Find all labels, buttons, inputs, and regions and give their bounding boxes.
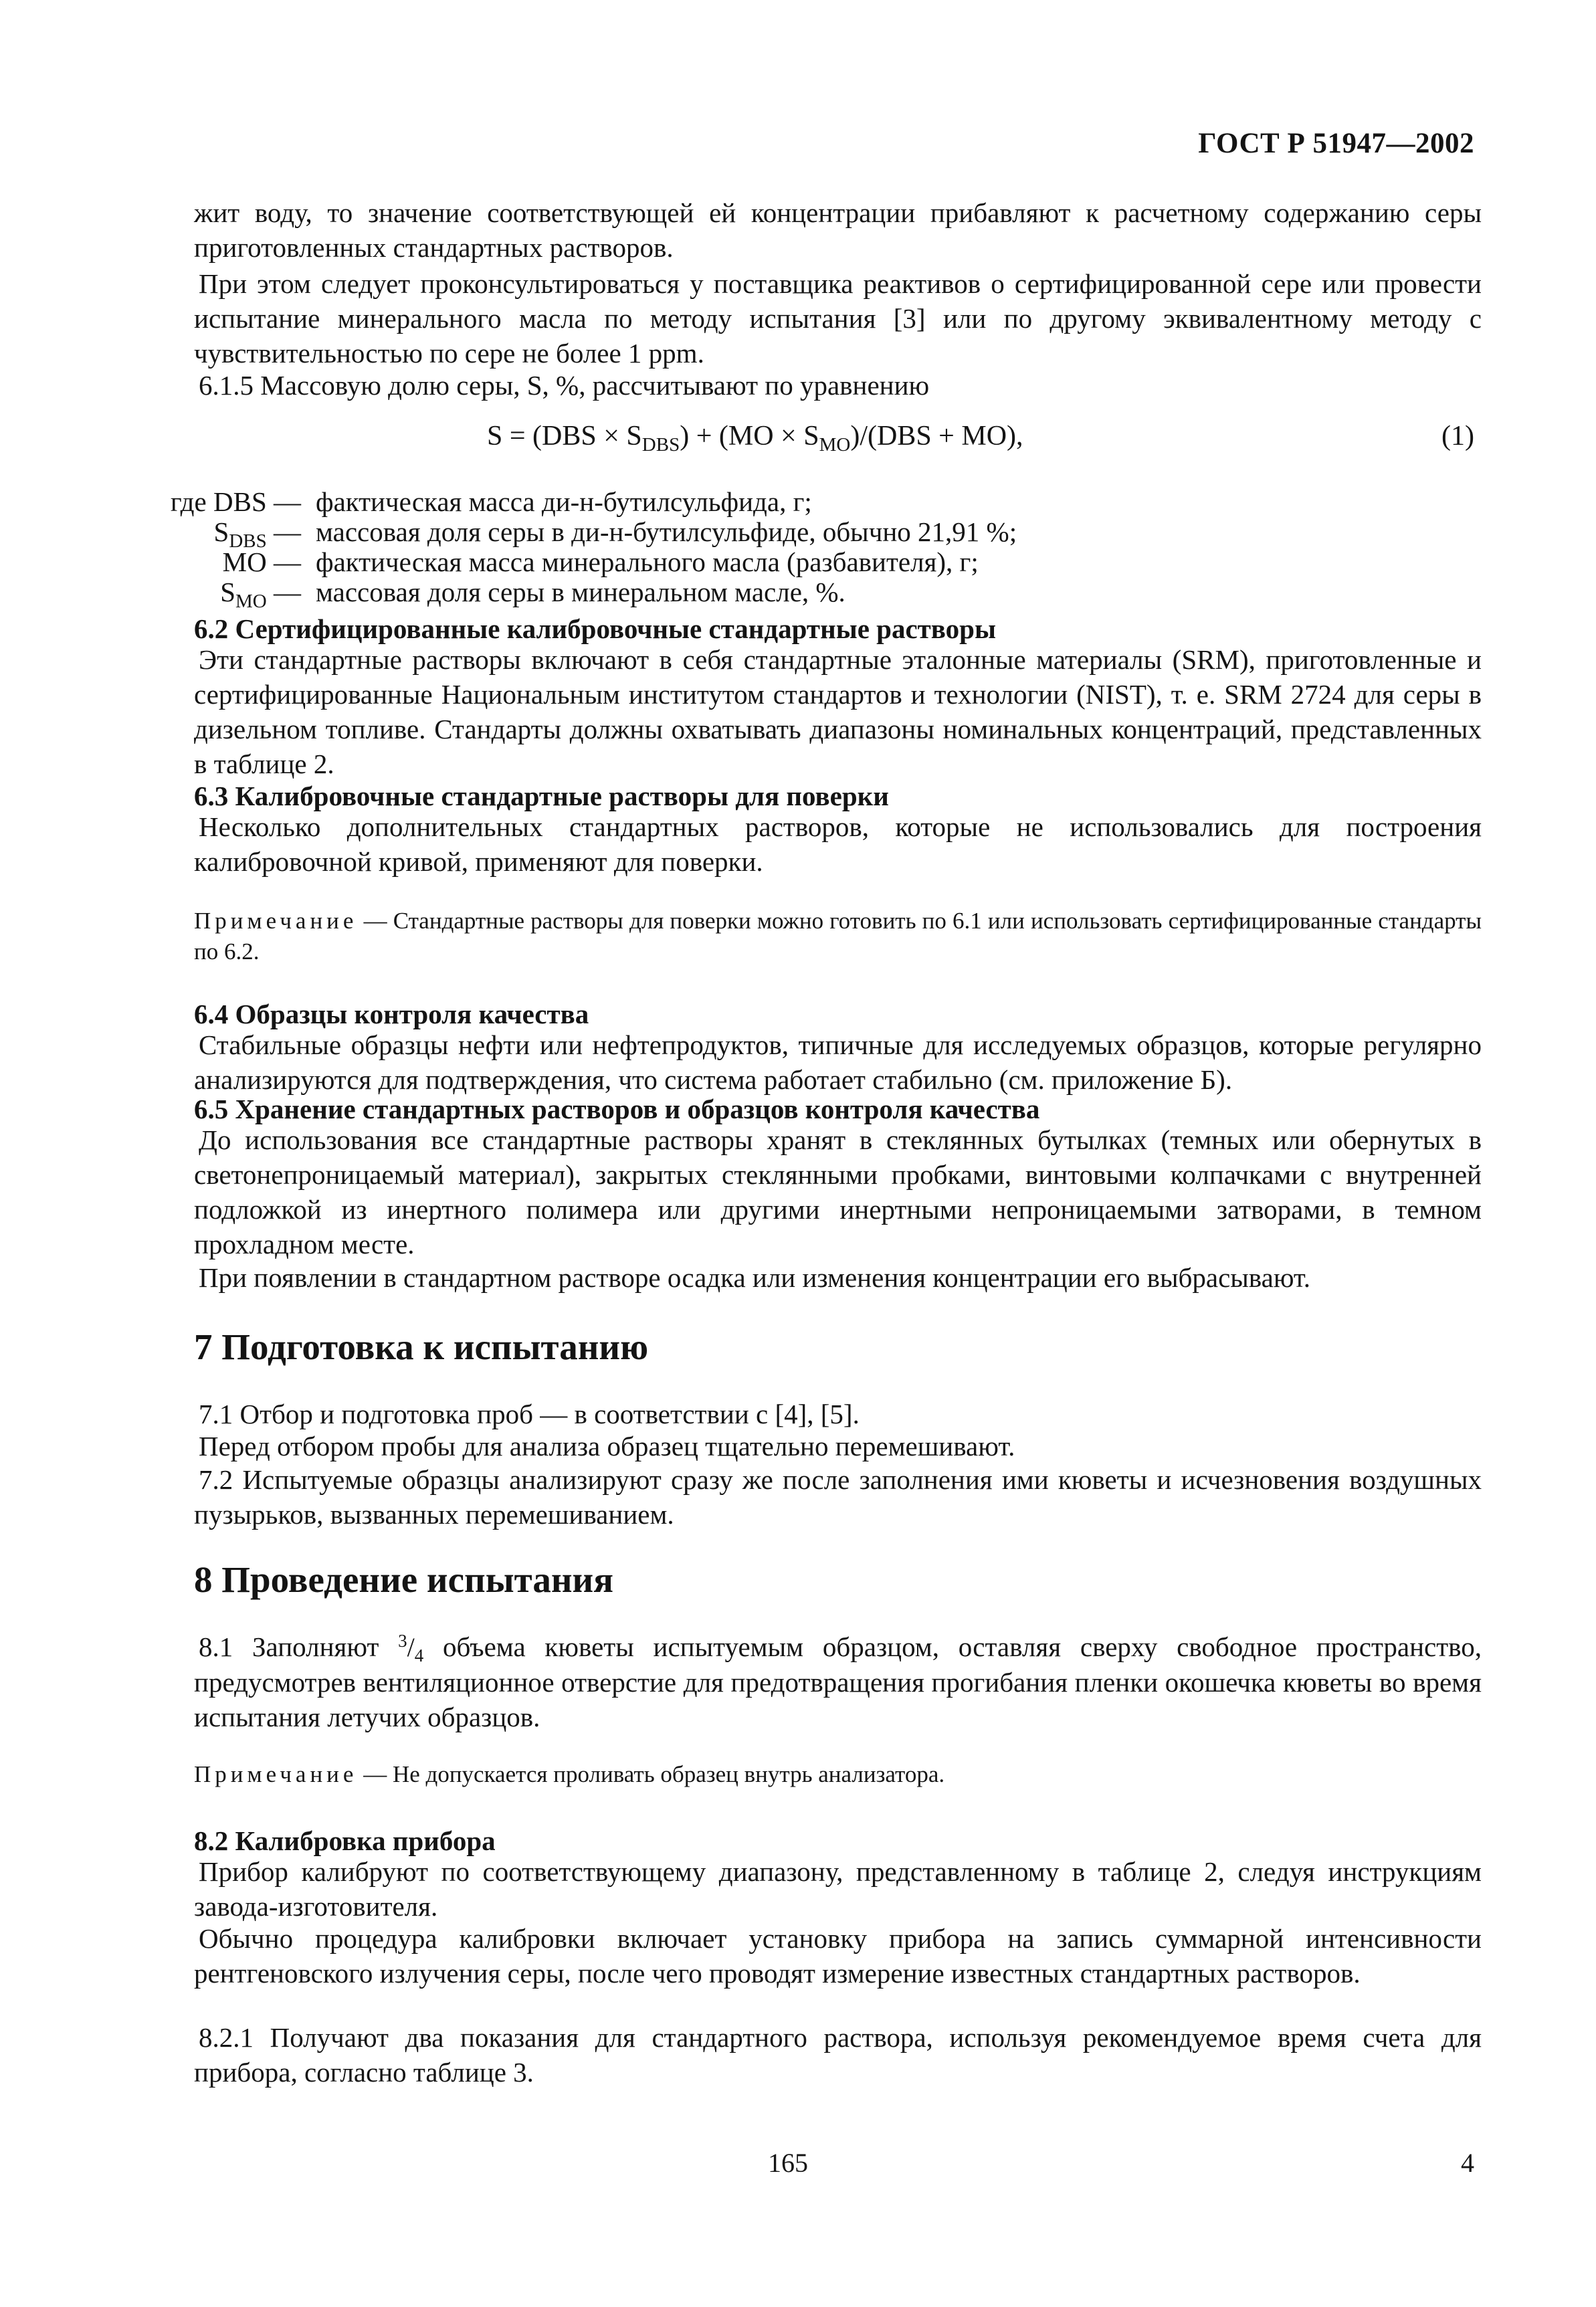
note-label: Примечание (194, 1761, 358, 1787)
section-7-heading: 7 Подготовка к испытанию (194, 1326, 649, 1367)
legend-definition: фактическая масса минерального масла (разбавителя), г; (316, 546, 979, 577)
formula-subscript: MO (819, 434, 851, 456)
legend-term: MO — (222, 546, 301, 577)
section-6-2-text: Эти стандартные растворы включают в себя стандартные эталонные материалы (SRM), приготовленные и сертифицированные Национальным институтом стандартов и технологии (NIST), т. е. SRM 2724 для серы в дизельном топливе. Стандарты должны охватывать диапазоны номинальных концентраций, представленных в таблице 2. (194, 644, 1482, 779)
note-text: — Не допускается проливать образец внутрь анализатора. (357, 1761, 945, 1787)
formula-part: S = (DBS × S (487, 421, 642, 452)
section-6-5-text: До использования все стандартные растворы хранят в стеклянных бутылках (темных или обернутых в светонепроницаемый материал), закрытых стеклянными пробками, винтовыми колпачками с внутренней подложкой из инертного полимера или другими инертными непроницаемыми затворами, в темном прохладном месте. (194, 1124, 1482, 1260)
note-verification (194, 906, 1482, 967)
note-label: Примечание (194, 908, 358, 934)
section-7-1-text: 7.1 Отбор и подготовка проб — в соответствии с [4], [5]. (199, 1399, 860, 1429)
page-number-right: 4 (1461, 2148, 1474, 2178)
section-8-2-1-text: 8.2.1 Получают два показания для стандартного раствора, используя рекомендуемое время счета для прибора, согласно таблице 3. (194, 2022, 1482, 2088)
section-6-5-text-2: При появлении в стандартном растворе осадка или изменения концентрации его выбрасывают. (199, 1262, 1311, 1293)
equation-number: (1) (1441, 421, 1474, 452)
section-6-3-text: Несколько дополнительных стандартных растворов, которые не использовались для построения калибровочной кривой, применяют для поверки. (194, 811, 1482, 877)
legend-row (127, 577, 1485, 612)
page-number-center: 165 (768, 2148, 808, 2178)
legend-term: $S_{MO}$ — (220, 577, 301, 612)
formula-subscript: DBS (641, 434, 680, 456)
paragraph-continuation: жит воду, то значение соответствующей ей концентрации прибавляют к расчетному содержанию серы приготовленных стандартных растворов. (194, 197, 1482, 263)
legend-row (127, 547, 1485, 577)
section-6-2-heading: 6.2 Сертифицированные калибровочные стандартные растворы (194, 613, 996, 644)
section-8-2-text-2: Обычно процедура калибровки включает установку прибора на запись суммарной интенсивности рентгеновского излучения серы, после чего проводят измерение известных стандартных растворов. (194, 1923, 1482, 1989)
note-spill (194, 1759, 1482, 1790)
legend-definition: фактическая масса ди-н-бутилсульфида, г; (316, 486, 812, 517)
section-6-5-heading: 6.5 Хранение стандартных растворов и образцов контроля качества (194, 1094, 1040, 1124)
legend-row (127, 516, 1485, 552)
section-8-2-text-1: Прибор калибруют по соответствующему диапазону, представленному в таблице 2, следуя инструкциям завода-изготовителя. (194, 1856, 1482, 1922)
note-text: — Стандартные растворы для поверки можно готовить по 6.1 или использовать сертифицированные стандарты по 6.2. (194, 908, 1482, 965)
section-8-1-text: 8.1 Заполняют $^3/_4$ объема кюветы испытуемым образцом, оставляя сверху свободное пространство, предусмотрев вентиляционное отверстие для предотвращения прогибания пленки окошечка кюветы во время испытания летучих образцов. (194, 1631, 1482, 1732)
section-6-3-heading: 6.3 Калибровочные стандартные растворы для поверки (194, 781, 889, 811)
formula-part: ) + (MO × S (680, 421, 819, 452)
legend-term: $S_{DBS}$ — (213, 516, 301, 552)
sulfur-formula (487, 420, 1023, 456)
formula-legend (127, 486, 1485, 612)
section-6-4-text: Стабильные образцы нефти или нефтепродуктов, типичные для исследуемых образцов, которые регулярно анализируются для подтверждения, что система работает стабильно (см. приложение Б). (194, 1029, 1482, 1095)
legend-term: где DBS — (170, 486, 301, 517)
paragraph-consult: При этом следует проконсультироваться у поставщика реактивов о сертифицированной сере или провести испытание минерального масла по методу испытания [3] или по другому эквивалентному методу с чувствительностью по сере не более 1 ppm. (194, 268, 1482, 369)
section-8-2-heading: 8.2 Калибровка прибора (194, 1825, 496, 1856)
formula-part: )/(DBS + MO), (850, 421, 1023, 452)
three-quarters-fraction: $^3/_4$ (398, 1631, 424, 1666)
section-6-4-heading: 6.4 Образцы контроля качества (194, 999, 589, 1029)
section-7-1-text-2: Перед отбором пробы для анализа образец тщательно перемешивают. (199, 1431, 1015, 1462)
paragraph-6-1-5: 6.1.5 Массовую долю серы, S, %, рассчитывают по уравнению (199, 370, 930, 401)
section-7-2-text: 7.2 Испытуемые образцы анализируют сразу же после заполнения ими кюветы и исчезновения воздушных пузырьков, вызванных перемешиванием. (194, 1464, 1482, 1530)
legend-definition: массовая доля серы в минеральном масле, %. (316, 577, 845, 607)
legend-row (127, 487, 1485, 517)
legend-definition: массовая доля серы в ди-н-бутилсульфиде, обычно 21,91 %; (316, 516, 1017, 547)
section-8-heading: 8 Проведение испытания (194, 1559, 613, 1600)
document-header: ГОСТ Р 51947—2002 (1198, 128, 1474, 159)
